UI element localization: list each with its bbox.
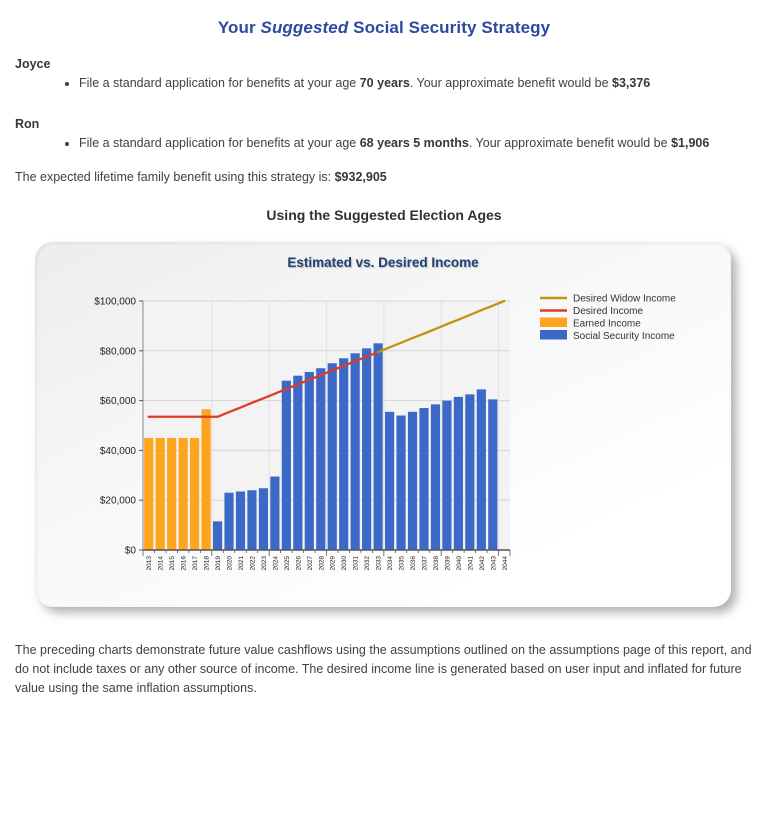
bar-social-security-income	[224, 492, 233, 549]
bar-earned-income	[167, 437, 176, 549]
bar-social-security-income	[236, 491, 245, 550]
legend-label: Social Security Income	[573, 330, 675, 342]
x-axis-label: 2019	[215, 555, 223, 570]
x-axis-label: 2021	[237, 555, 245, 570]
bar-social-security-income	[419, 408, 428, 550]
x-axis-label: 2013	[146, 555, 154, 570]
bullet-amount: $1,906	[671, 135, 710, 150]
bar-social-security-income	[351, 353, 360, 550]
x-axis-label: 2041	[467, 555, 475, 570]
x-axis-label: 2038	[432, 555, 440, 570]
bullet-age: 70 years	[359, 76, 410, 90]
y-axis-label: $20,000	[99, 495, 136, 507]
bar-social-security-income	[316, 368, 325, 550]
person-name-text: Ron	[15, 116, 40, 131]
x-axis-label: 2036	[410, 555, 418, 570]
bullet-amount: $3,376	[612, 76, 651, 90]
x-axis-label: 2033	[375, 555, 383, 570]
bar-social-security-income	[247, 490, 256, 550]
title-part2: Social Security Strategy	[348, 18, 551, 37]
x-axis-label: 2034	[387, 555, 395, 570]
footer-paragraph: The preceding charts demonstrate future value cashflows using the assumptions outlined on the assumptions page of this report, and do not include taxes or any other source of income. The desired income line is generated based on user input and inflated for future value using the same inflation assumptions.	[15, 642, 752, 695]
benefit-list	[15, 75, 768, 93]
bullet-text-pre: File a standard application for benefits at your age	[79, 135, 360, 150]
person-section-joyce	[15, 57, 768, 93]
legend-box-swatch	[540, 317, 567, 327]
title-italic: Suggested	[260, 18, 349, 37]
bar-social-security-income	[293, 375, 302, 549]
benefit-bullet	[79, 75, 727, 93]
x-axis-label: 2043	[490, 555, 498, 570]
x-axis-label: 2039	[444, 555, 452, 570]
title-part1: Your	[217, 18, 261, 37]
x-axis-label: 2024	[272, 555, 280, 570]
person-name	[15, 57, 768, 71]
y-axis-label: $0	[124, 545, 136, 556]
bar-earned-income	[179, 437, 188, 549]
x-axis-label: 2040	[455, 555, 463, 570]
person-name	[15, 117, 768, 131]
legend-label: Desired Income	[573, 305, 644, 317]
x-axis-label: 2037	[421, 555, 429, 570]
bar-social-security-income	[282, 380, 291, 549]
bullet-text-pre: File a standard application for benefits at your age	[79, 76, 360, 90]
bar-social-security-income	[374, 343, 383, 550]
x-axis-label: 2030	[341, 555, 349, 570]
x-axis-label: 2044	[501, 555, 509, 570]
person-name-text: Joyce	[15, 57, 51, 71]
x-axis-label: 2020	[226, 555, 234, 570]
bar-social-security-income	[408, 411, 417, 549]
bar-earned-income	[201, 409, 210, 550]
bar-social-security-income	[328, 363, 337, 550]
bullet-text-mid: . Your approximate benefit would be	[409, 76, 613, 90]
y-axis-label: $40,000	[99, 445, 136, 457]
x-axis-label: 2015	[169, 555, 177, 570]
x-axis-label: 2014	[157, 555, 165, 570]
x-axis-label: 2025	[283, 555, 291, 570]
x-axis-label: 2028	[318, 555, 326, 570]
bar-earned-income	[144, 437, 153, 549]
legend-item-desired-income	[540, 306, 643, 317]
bar-social-security-income	[465, 394, 474, 550]
bullet-age: 68 years 5 months	[359, 135, 469, 150]
benefit-list	[15, 135, 768, 153]
x-axis-label: 2017	[192, 555, 200, 570]
x-axis-label: 2016	[180, 555, 188, 570]
x-axis-label: 2032	[364, 555, 372, 570]
x-axis-label: 2035	[398, 555, 406, 570]
bar-social-security-income	[385, 411, 394, 549]
lifetime-benefit-line	[15, 170, 768, 184]
page-title	[0, 18, 768, 38]
y-axis-label: $80,000	[99, 345, 136, 357]
bar-social-security-income	[442, 400, 451, 549]
chart-panel	[35, 242, 731, 607]
x-axis-label: 2023	[260, 555, 268, 570]
benefit-bullet	[79, 135, 727, 153]
person-section-ron	[15, 117, 768, 153]
x-axis-label: 2022	[249, 555, 257, 570]
legend-item-social-security-income	[540, 330, 675, 342]
chart-canvas	[35, 242, 731, 607]
bar-earned-income	[156, 437, 165, 549]
x-axis-label: 2027	[306, 555, 314, 570]
bar-social-security-income	[396, 415, 405, 549]
lifetime-benefit-amount: $932,905	[334, 169, 387, 184]
bar-earned-income	[190, 437, 199, 549]
y-axis-label: $100,000	[94, 296, 136, 307]
bar-social-security-income	[362, 348, 371, 550]
legend-label: Desired Widow Income	[573, 293, 676, 304]
bar-social-security-income	[431, 404, 440, 550]
x-axis-label: 2026	[295, 555, 303, 570]
bar-social-security-income	[213, 521, 222, 550]
bullet-text-mid: . Your approximate benefit would be	[468, 135, 672, 150]
x-axis-label: 2042	[478, 555, 486, 570]
legend-label: Earned Income	[573, 318, 641, 329]
bar-social-security-income	[259, 488, 268, 550]
legend-item-earned-income	[540, 317, 641, 329]
bar-social-security-income	[339, 358, 348, 550]
bar-social-security-income	[454, 396, 463, 549]
bar-social-security-income	[305, 371, 314, 549]
x-axis-label: 2018	[203, 555, 211, 570]
legend-box-swatch	[540, 330, 567, 340]
lifetime-benefit-text: The expected lifetime family benefit using this strategy is:	[15, 169, 335, 184]
legend-item-desired-widow-income	[540, 293, 676, 304]
x-axis-label: 2031	[352, 555, 360, 570]
bar-social-security-income	[477, 389, 486, 550]
y-axis-label: $60,000	[99, 395, 136, 407]
bar-social-security-income	[270, 476, 279, 549]
section-heading: Using the Suggested Election Ages	[266, 206, 502, 223]
x-axis-label: 2029	[329, 555, 337, 570]
chart-title: Estimated vs. Desired Income	[287, 254, 479, 270]
bar-social-security-income	[488, 399, 497, 550]
